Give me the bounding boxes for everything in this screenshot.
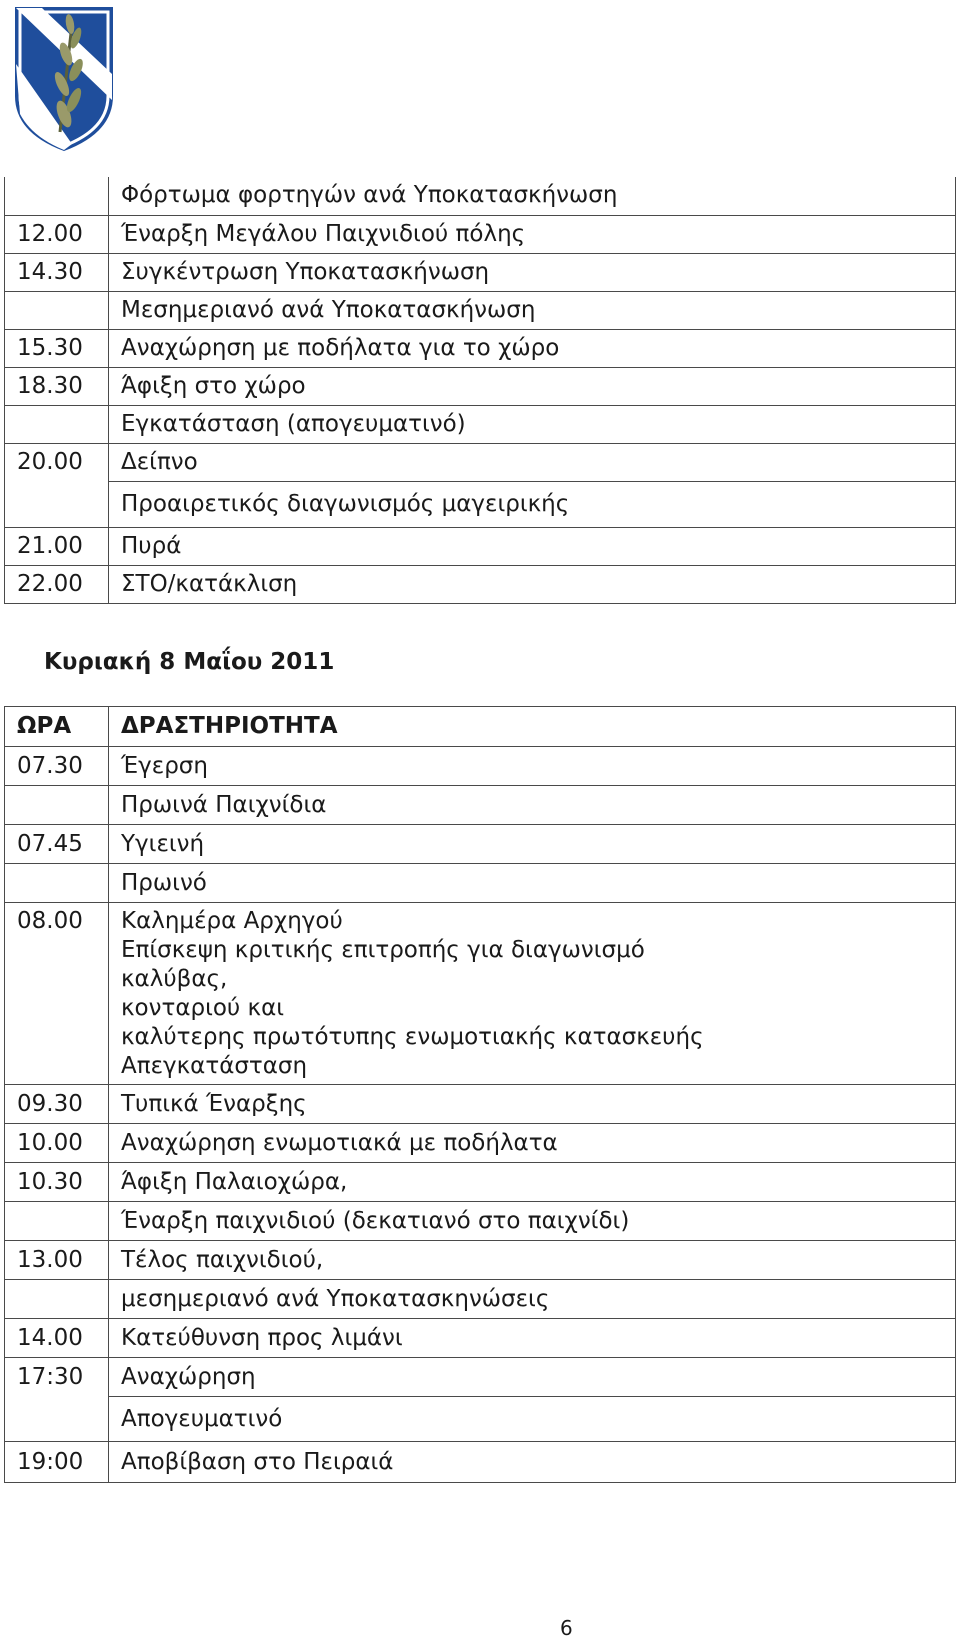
time-cell — [5, 291, 109, 329]
table-row — [5, 329, 956, 367]
time-cell — [5, 1280, 109, 1319]
time-cell: 20.00 — [5, 443, 109, 481]
activity-column-header: ΔΡΑΣΤΗΡΙΟΤΗΤΑ — [109, 707, 956, 747]
activity-cell: Πρωινά Παιχνίδια — [109, 786, 956, 825]
table-row — [5, 215, 956, 253]
activity-cell: Προαιρετικός διαγωνισμός μαγειρικής — [109, 481, 956, 527]
time-cell: 09.30 — [5, 1085, 109, 1124]
time-cell — [5, 481, 109, 527]
activity-cell: Αναχώρηση — [109, 1358, 956, 1397]
time-column-header: ΩΡΑ — [5, 707, 109, 747]
activity-cell: Τυπικά Έναρξης — [109, 1085, 956, 1124]
time-cell: 14.00 — [5, 1319, 109, 1358]
time-cell — [5, 786, 109, 825]
activity-cell: Έγερση — [109, 747, 956, 786]
time-cell — [5, 405, 109, 443]
schedule-table-sunday — [4, 706, 956, 1483]
time-cell: 07.45 — [5, 825, 109, 864]
table-row — [5, 291, 956, 329]
activity-cell: Κατεύθυνση προς λιμάνι — [109, 1319, 956, 1358]
time-cell: 21.00 — [5, 527, 109, 565]
table-row — [5, 1241, 956, 1280]
table-row — [5, 481, 956, 527]
time-cell: 07.30 — [5, 747, 109, 786]
table-row — [5, 1085, 956, 1124]
time-cell — [5, 864, 109, 903]
time-cell: 18.30 — [5, 367, 109, 405]
table-row — [5, 527, 956, 565]
activity-cell: Αποβίβαση στο Πειραιά — [109, 1442, 956, 1483]
activity-cell: Άφιξη στο χώρο — [109, 367, 956, 405]
activity-cell: Έναρξη Μεγάλου Παιχνιδιού πόλης — [109, 215, 956, 253]
time-cell: 10.00 — [5, 1124, 109, 1163]
activity-line: καλύτερης πρωτότυπης ενωμοτιακής κατασκευής — [121, 1024, 704, 1050]
table-row — [5, 367, 956, 405]
day-heading: Κυριακή 8 Μαΐου 2011 — [44, 649, 335, 675]
table-row — [5, 1358, 956, 1397]
table-row — [5, 1319, 956, 1358]
table-row — [5, 825, 956, 864]
time-cell: 12.00 — [5, 215, 109, 253]
time-cell: 10.30 — [5, 1163, 109, 1202]
activity-cell: Πρωινό — [109, 864, 956, 903]
scout-shield-logo — [12, 4, 116, 154]
table-row — [5, 903, 956, 1085]
activity-line: Επίσκεψη κριτικής επιτροπής για διαγωνισμό — [121, 937, 645, 963]
time-cell: 13.00 — [5, 1241, 109, 1280]
table-row — [5, 253, 956, 291]
table-row — [5, 1442, 956, 1483]
table-row — [5, 786, 956, 825]
time-cell — [5, 177, 109, 215]
time-cell: 08.00 — [5, 903, 109, 1085]
table-row — [5, 747, 956, 786]
activity-cell: Φόρτωμα φορτηγών ανά Υποκατασκήνωση — [109, 177, 956, 215]
table-row — [5, 1124, 956, 1163]
activity-cell: Αναχώρηση ενωμοτιακά με ποδήλατα — [109, 1124, 956, 1163]
time-cell: 17:30 — [5, 1358, 109, 1397]
table-row — [5, 1280, 956, 1319]
activity-cell: Συγκέντρωση Υποκατασκήνωση — [109, 253, 956, 291]
time-cell: 14.30 — [5, 253, 109, 291]
activity-cell: Εγκατάσταση (απογευματινό) — [109, 405, 956, 443]
table-row — [5, 864, 956, 903]
activity-line: Καλημέρα Αρχηγού — [121, 908, 343, 934]
activity-cell: Δείπνο — [109, 443, 956, 481]
activity-cell: ΣΤΟ/κατάκλιση — [109, 565, 956, 603]
activity-cell: Πυρά — [109, 527, 956, 565]
table-row — [5, 443, 956, 481]
activity-line: Απεγκατάσταση — [121, 1053, 308, 1079]
activity-line: καλύβας, — [121, 966, 228, 992]
activity-cell: Υγιεινή — [109, 825, 956, 864]
time-cell: 15.30 — [5, 329, 109, 367]
activity-cell: Αναχώρηση με ποδήλατα για το χώρο — [109, 329, 956, 367]
table-row — [5, 1163, 956, 1202]
activity-cell: Άφιξη Παλαιοχώρα, — [109, 1163, 956, 1202]
activity-cell: μεσημεριανό ανά Υποκατασκηνώσεις — [109, 1280, 956, 1319]
activity-cell: Τέλος παιχνιδιού, — [109, 1241, 956, 1280]
activity-cell: Μεσημεριανό ανά Υποκατασκήνωση — [109, 291, 956, 329]
page-number: 6 — [560, 1616, 573, 1640]
table-row — [5, 405, 956, 443]
table-row — [5, 565, 956, 603]
table-row — [5, 1397, 956, 1442]
time-cell — [5, 1202, 109, 1241]
table-row — [5, 1202, 956, 1241]
table-row — [5, 177, 956, 215]
activity-cell: Έναρξη παιχνιδιού (δεκατιανό στο παιχνίδι) — [109, 1202, 956, 1241]
time-cell — [5, 1397, 109, 1442]
activity-line: κονταριού και — [121, 995, 285, 1021]
activity-cell: Απογευματινό — [109, 1397, 956, 1442]
schedule-table-saturday — [4, 177, 956, 604]
time-cell: 22.00 — [5, 565, 109, 603]
activity-cell-multiline — [109, 903, 956, 1085]
time-cell: 19:00 — [5, 1442, 109, 1483]
table-header-row — [5, 707, 956, 747]
